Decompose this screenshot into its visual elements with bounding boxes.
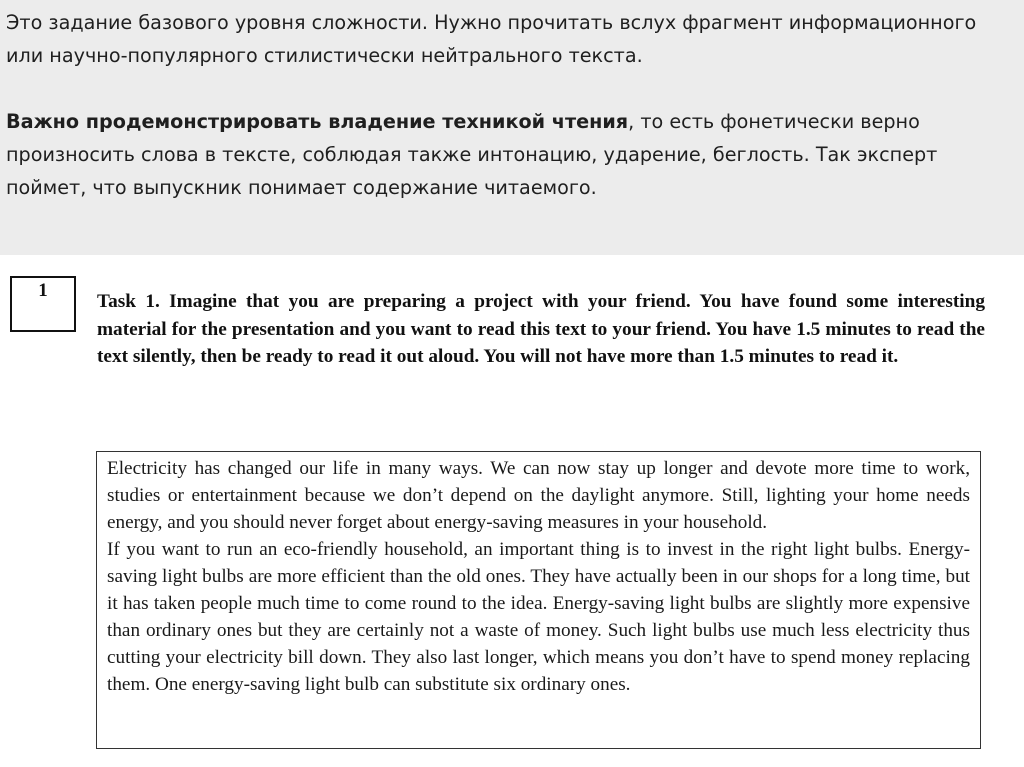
reading-text-box (96, 451, 981, 749)
task-instruction: Task 1. Imagine that you are preparing a project with your friend. You have found some interesting material for the presentation and you want to read this text to your friend. You have 1.5 minutes to read the text silently, then be ready to read it out aloud. You will not have more than 1.5 minutes to read it. (97, 291, 985, 367)
intro-paragraph-2-rest: , то есть фонетически верно произносить слова в тексте, соблюдая также интонацию, ударение, беглость. Так эксперт поймет, что выпускник понимает содержание читаемого. (6, 110, 938, 199)
intro-paragraph-1: Это задание базового уровня сложности. Нужно прочитать вслух фрагмент информационного или научно-популярного стилистически нейтрального текста. (6, 11, 977, 67)
reading-paragraph-1: Electricity has changed our life in many ways. We can now stay up longer and devote more time to work, studies or entertainment because we don’t depend on the daylight anymore. Still, lighting your home needs energy, and you should never forget about energy-saving measures in your household. (107, 458, 970, 533)
reading-paragraph-2: If you want to run an eco-friendly household, an important thing is to invest in the right light bulbs. Energy-saving light bulbs are more efficient than the old ones. They have actually been in our shops for a long time, but it has taken people much time to come round to the idea. Energy-saving light bulbs are slightly more expensive than ordinary ones but they are certainly not a waste of money. Such light bulbs use much less electricity thus cutting your electricity bill down. They also last longer, which means you don’t have to spend money replacing them. One energy-saving light bulb can substitute six ordinary ones. (107, 539, 970, 695)
intro-section (0, 0, 1024, 255)
intro-emphasis: Важно продемонстрировать владение техникой чтения (6, 110, 629, 133)
intro-paragraph-2 (6, 105, 1014, 204)
exam-page (0, 255, 1024, 767)
task-number-box: 1 (10, 276, 76, 332)
